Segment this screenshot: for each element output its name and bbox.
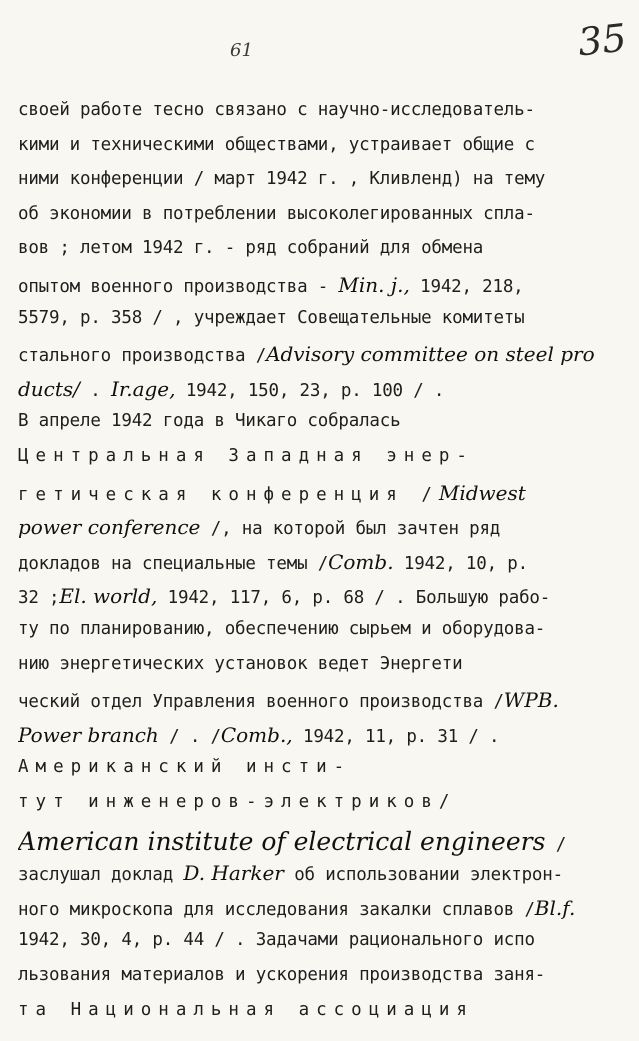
typed-text: 1942, 150, 23, p. 100 / . — [175, 381, 445, 401]
typed-text: / — [545, 835, 567, 855]
typed-text: гетическая конференция / — [18, 485, 439, 505]
text-line — [18, 965, 630, 985]
text-line — [18, 481, 630, 505]
text-line — [18, 584, 630, 608]
text-line — [18, 273, 630, 297]
text-line — [18, 792, 630, 812]
text-line — [18, 342, 630, 366]
text-line — [18, 100, 630, 120]
text-line — [18, 930, 630, 950]
typed-text: 1942, 10, p. — [393, 554, 528, 574]
handwritten-insert: Min. j., — [338, 273, 410, 297]
typed-text: тут инженеров-электриков/ — [18, 792, 457, 812]
text-line — [18, 204, 630, 224]
handwritten-insert: WPB. — [503, 688, 559, 712]
typed-text: ту по планированию, обеспечению сырьем и оборудова- — [18, 619, 546, 639]
text-line — [18, 896, 630, 920]
text-line — [18, 1000, 630, 1020]
handwritten-insert: Advisory committee on steel pro — [266, 342, 595, 366]
typed-text: ного микроскопа для исследования закалки сплавов / — [18, 900, 535, 920]
typed-text: ческий отдел Управления военного производства / — [18, 692, 504, 712]
handwritten-insert: Bl.f. — [534, 896, 576, 920]
typed-text: . — [79, 381, 111, 401]
handwritten-insert: Midwest — [438, 481, 526, 505]
text-line — [18, 757, 630, 777]
typed-text: Центральная Западная энер- — [18, 446, 474, 466]
text-line — [18, 411, 630, 431]
text-line — [18, 654, 630, 674]
typed-text: нию энергетических установок ведет Энергети — [18, 654, 463, 674]
typed-text: 32 ; — [18, 588, 60, 608]
typed-text: кими и техническими обществами, устраивает общие с — [18, 135, 535, 155]
handwritten-insert: ducts/ — [18, 377, 80, 401]
handwritten-page-number: 35 — [575, 15, 629, 65]
typed-text: 1942, 11, p. 31 / . — [292, 727, 500, 747]
text-line — [18, 135, 630, 155]
typed-text: опытом военного производства - — [18, 277, 339, 297]
typed-text: об использовании электрон- — [283, 865, 563, 885]
typed-text: 1942, 218, — [409, 277, 524, 297]
handwritten-insert: Power branch — [18, 723, 159, 747]
text-line — [18, 861, 630, 885]
typed-text: 1942, 117, 6, p. 68 / . Большую рабо- — [157, 588, 551, 608]
handwritten-insert: Comb. — [328, 550, 394, 574]
typed-text: докладов на специальные темы / — [18, 554, 329, 574]
text-line — [18, 515, 630, 539]
typed-text: льзования материалов и ускорения производства заня- — [18, 965, 546, 985]
handwritten-insert: American institute of electrical engineers — [18, 827, 546, 856]
typed-text: вов ; летом 1942 г. - ряд собраний для обмена — [18, 238, 484, 258]
text-line — [18, 619, 630, 639]
typed-text: об экономии в потреблении высоколегированных спла- — [18, 204, 535, 224]
text-line — [18, 169, 630, 189]
text-line — [18, 377, 630, 401]
typed-text: 5579, p. 358 / , учреждает Совещательные комитеты — [18, 308, 525, 328]
text-line — [18, 550, 630, 574]
typed-text: та Национальная ассоциация — [18, 1000, 474, 1020]
text-line — [18, 446, 630, 466]
text-line — [18, 723, 630, 747]
typed-text: / . / — [158, 727, 221, 747]
typed-text: своей работе тесно связано с научно-исследователь- — [18, 100, 535, 120]
typed-text: ними конференции / март 1942 г. , Кливленд) на тему — [18, 169, 546, 189]
typed-text: стального производства / — [18, 346, 267, 366]
text-line — [18, 827, 630, 856]
typed-text: заслушал доклад — [18, 865, 184, 885]
text-line — [18, 308, 630, 328]
text-line — [18, 688, 630, 712]
text-line — [18, 238, 630, 258]
handwritten-insert: power conference — [18, 515, 201, 539]
typed-text: /, на которой был зачтен ряд — [200, 519, 501, 539]
page-number: 61 — [230, 40, 253, 61]
typed-text: В апреле 1942 года в Чикаго собралась — [18, 411, 401, 431]
typed-text: Американский инсти- — [18, 757, 352, 777]
handwritten-insert: D. Harker — [183, 861, 284, 885]
handwritten-insert: Ir.age, — [110, 377, 176, 401]
handwritten-insert: Comb., — [220, 723, 293, 747]
handwritten-insert: El. world, — [59, 584, 158, 608]
typed-text: 1942, 30, 4, p. 44 / . Задачами рационального испо — [18, 930, 535, 950]
